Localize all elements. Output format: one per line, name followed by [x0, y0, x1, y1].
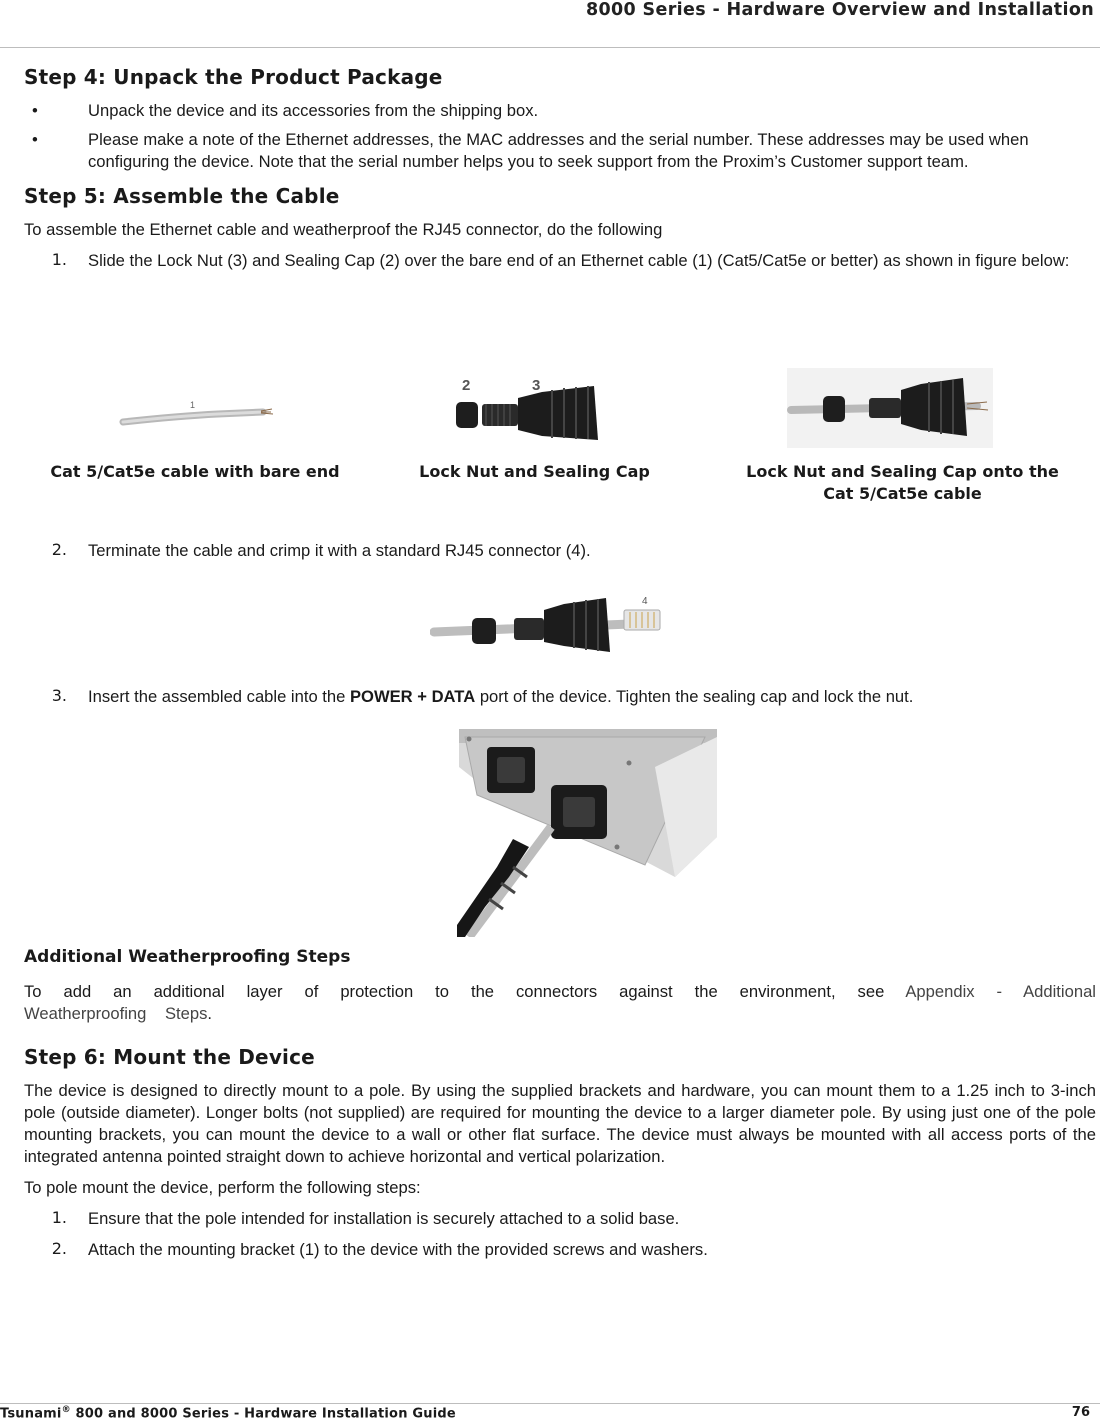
list-item: • Unpack the device and its accessories from the shipping box.	[24, 100, 1096, 122]
step5-item-1	[24, 250, 1096, 272]
caption-line: Lock Nut and Sealing Cap onto the	[746, 462, 1059, 481]
step-number: 1.	[51, 1208, 67, 1227]
rj45-terminated-cable-image	[430, 592, 666, 654]
step-text: Attach the mounting bracket (1) to the device with the provided screws and washers.	[88, 1240, 708, 1259]
step5-item-2	[24, 540, 1096, 562]
text-part: To add an additional layer of protection to the connectors against the environment, see	[24, 982, 906, 1001]
power-data-port-label: POWER + DATA	[349, 687, 476, 706]
footer-reg-mark: ®	[61, 1405, 71, 1415]
step-text-part: port of the device. Tighten the sealing cap and lock the nut.	[475, 687, 914, 706]
text-part: .	[207, 1004, 213, 1023]
header-divider	[0, 47, 1100, 48]
step6-item-1	[24, 1208, 1096, 1230]
step-number: 3.	[51, 686, 67, 705]
weatherproofing-heading: Additional Weatherproofing Steps	[24, 947, 351, 967]
running-header: 8000 Series - Hardware Overview and Installation	[585, 0, 1094, 20]
footer-guide-title	[0, 1405, 456, 1421]
step-number: 1.	[51, 250, 67, 269]
step4-bullet-list	[24, 100, 1096, 173]
step6-paragraph: The device is designed to directly mount to a pole. By using the supplied brackets and hardware, you can mount them to a 1.25 inch to 3-inch pole (outside diameter). Longer bolts (not supplied) are required for mounting the device to a larger diameter pole. By using just one of the pole mounting brackets, you can mount the device to a wall or other flat surface. The device must always be mounted with all access ports of the integrated antenna pointed straight down to achieve horizontal and vertical polarization.	[24, 1081, 1096, 1166]
step-text: Ensure that the pole intended for installation is securely attached to a solid base.	[88, 1209, 680, 1228]
step5-item-3	[24, 686, 1096, 708]
label-2: 2	[462, 377, 471, 394]
step5-intro: To assemble the Ethernet cable and weatherproof the RJ45 connector, do the following	[24, 220, 663, 239]
caption-cap-on-cable	[730, 461, 1075, 505]
step-text: Terminate the cable and crimp it with a standard RJ45 connector (4).	[88, 541, 591, 560]
caption-lock-nut-sealing-cap: Lock Nut and Sealing Cap	[419, 462, 650, 481]
step6-heading: Step 6: Mount the Device	[24, 1045, 315, 1069]
weatherproofing-text	[24, 981, 1096, 1025]
footer-brand: Tsunami	[0, 1406, 62, 1422]
page-number: 76	[1071, 1405, 1090, 1420]
page-content	[24, 62, 1096, 272]
list-item: • Please make a note of the Ethernet addresses, the MAC addresses and the serial number. These addresses may be used when configuring the device. Note that the serial number helps you to seek support from the Proxim’s Customer support team.	[24, 129, 1096, 173]
appendix-link[interactable]: Appendix - Additional Weatherproofing Steps	[24, 982, 1096, 1023]
footer-divider	[0, 1403, 1100, 1404]
label-1: 1	[190, 400, 196, 410]
device-port-insertion-image	[457, 727, 719, 937]
caption-line: Cat 5/Cat5e cable	[823, 484, 982, 503]
step-number: 2.	[51, 1239, 67, 1258]
step4-heading: Step 4: Unpack the Product Package	[24, 65, 443, 89]
weatherproofing-section	[24, 943, 1096, 1025]
step6-section	[24, 1042, 1096, 1261]
step-text-part: Insert the assembled cable into the	[88, 687, 350, 706]
footer-title-text: 800 and 8000 Series - Hardware Installation Guide	[70, 1406, 456, 1422]
step-text: Slide the Lock Nut (3) and Sealing Cap (2) over the bare end of an Ethernet cable (1) (Cat5/Cat5e or better) as shown in figure below:	[88, 251, 1070, 270]
label-3: 3	[532, 377, 541, 394]
step5-heading: Step 5: Assemble the Cable	[24, 184, 340, 208]
step-text	[88, 686, 1096, 708]
cap-on-cable-image	[787, 368, 993, 448]
cable-bare-end-image	[118, 390, 278, 430]
label-4: 4	[642, 596, 648, 607]
step6-intro: To pole mount the device, perform the following steps:	[24, 1178, 421, 1197]
step-number: 2.	[51, 540, 67, 559]
lock-nut-sealing-cap-image	[452, 372, 602, 444]
caption-cable-bare-end: Cat 5/Cat5e cable with bare end	[50, 462, 340, 481]
step6-item-2	[24, 1239, 1096, 1261]
